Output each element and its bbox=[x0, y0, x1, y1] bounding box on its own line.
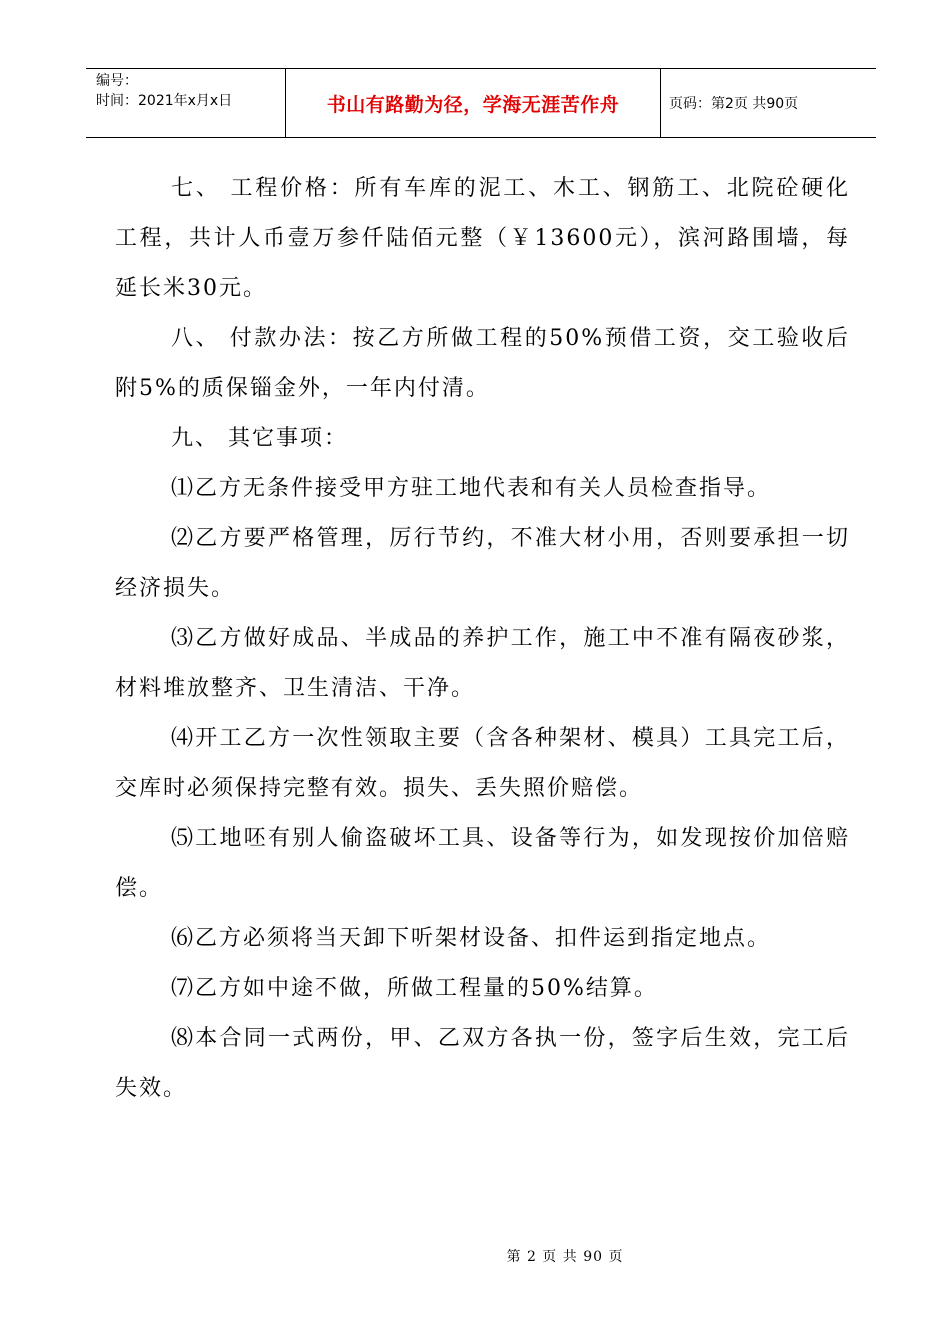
clause-item-2: ⑵乙方要严格管理，厉行节约，不准大材小用，否则要承担一切经济损失。 bbox=[115, 526, 850, 601]
document-body bbox=[115, 164, 850, 1114]
footer-page-number: 第 2 页 共 90 页 bbox=[506, 1249, 624, 1265]
clause-seven-price: 七、 工程价格：所有车库的泥工、木工、钢筋工、北院砼硬化工程，共计人币壹万参仟陆佰元整（￥13600元），滨河路围墙，每延长米30元。 bbox=[115, 176, 850, 301]
clause-item-6: ⑹乙方必须将当天卸下听架材设备、扣件运到指定地点。 bbox=[171, 926, 772, 951]
clause-item-3: ⑶乙方做好成品、半成品的养护工作，施工中不准有隔夜砂浆，材料堆放整齐、卫生清洁、干净。 bbox=[115, 626, 850, 701]
clause-item-1: ⑴乙方无条件接受甲方驻工地代表和有关人员检查指导。 bbox=[171, 476, 772, 501]
clause-item-5: ⑸工地呸有别人偷盗破坏工具、设备等行为，如发现按价加倍赔偿。 bbox=[115, 826, 850, 901]
clause-item-7: ⑺乙方如中途不做，所做工程量的50%结算。 bbox=[171, 976, 658, 1001]
document-header bbox=[86, 68, 876, 138]
number-label: 编号： bbox=[96, 73, 138, 89]
clause-eight-payment: 八、 付款办法：按乙方所做工程的50%预借工资，交工验收后附5%的质保锱金外，一年内付清。 bbox=[115, 326, 850, 401]
page-footer bbox=[0, 1246, 950, 1266]
header-motto: 书山有路勤为径，学海无涯苦作舟 bbox=[286, 69, 661, 137]
header-meta bbox=[86, 69, 286, 137]
header-page-info: 页码：第2页 共90页 bbox=[669, 96, 799, 112]
time-label: 时间：2021年x月x日 bbox=[96, 93, 233, 109]
clause-item-4: ⑷开工乙方一次性领取主要（含各种架材、模具）工具完工后，交库时必须保持完整有效。损失、丢失照价赔偿。 bbox=[115, 726, 850, 801]
clause-item-8: ⑻本合同一式两份，甲、乙双方各执一份，签字后生效，完工后失效。 bbox=[115, 1026, 850, 1101]
clause-nine-heading: 九、 其它事项： bbox=[171, 426, 348, 451]
